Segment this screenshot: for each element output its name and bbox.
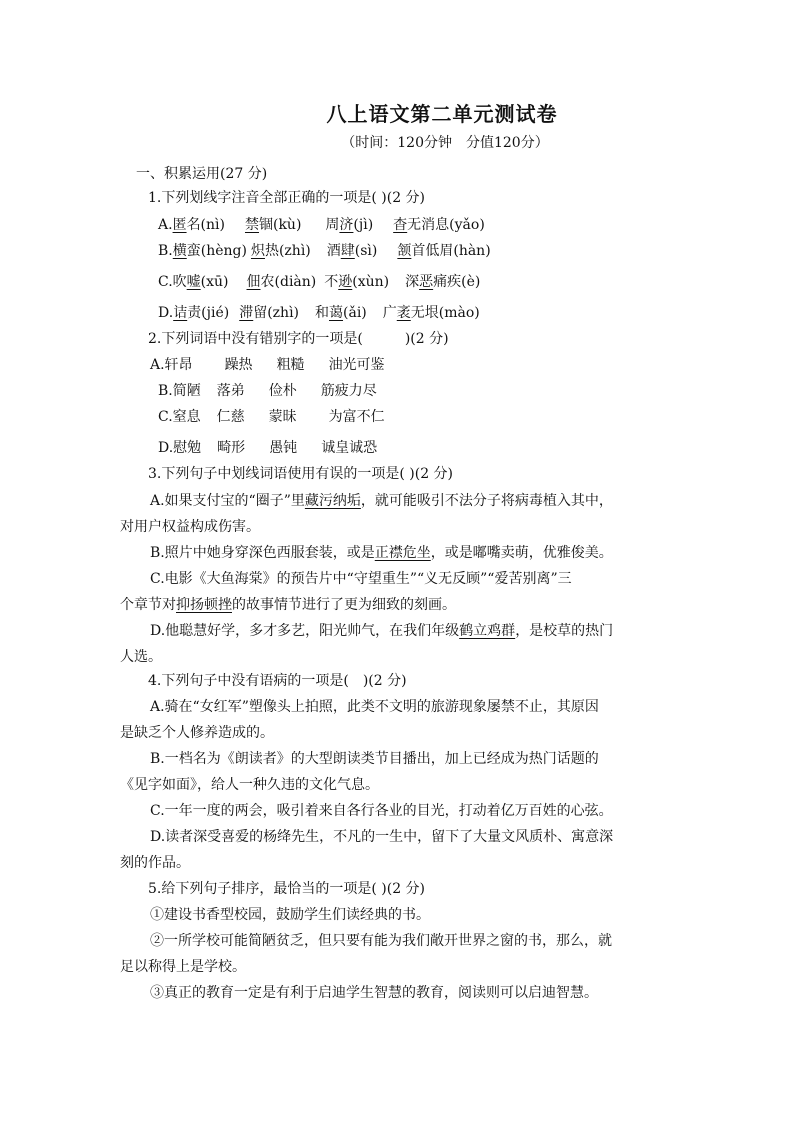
page-title: 八上语文第二单元测试卷 <box>326 102 558 126</box>
q5-sentence-3: ③真正的教育一定是有利于启迪学生智慧的教育，阅读则可以启迪智慧。 <box>150 985 598 1001</box>
q2-option-c: C.窒息 仁慈 蒙昧 为富不仁 <box>158 409 385 425</box>
section-heading: 一、积累运用(27 分) <box>136 166 268 182</box>
q2-option-d: D.慰勉 畸形 愚钝 诚皇诚恐 <box>158 440 378 456</box>
q1-option-b: B.横蛮(hèng) 炽热(zhì) 酒肆(sì) 颔首低眉(hàn) <box>158 243 491 259</box>
question-2-stem: 2.下列词语中没有错别字的一项是( )(2 分) <box>148 331 449 347</box>
question-1-stem: 1.下列划线字注音全部正确的一项是( )(2 分) <box>148 190 426 206</box>
q3-option-c-line2: 个章节对抑扬顿挫的故事情节进行了更为细致的刻画。 <box>120 597 456 613</box>
q3-option-a-line2: 对用户权益构成伤害。 <box>120 519 260 535</box>
question-5-stem: 5.给下列句子排序，最恰当的一项是( )(2 分) <box>148 881 426 897</box>
q4-option-b-line2: 《见字如面》，给人一种久违的文化气息。 <box>120 777 379 793</box>
question-4-stem: 4.下列句子中没有语病的一项是( )(2 分) <box>148 673 407 689</box>
q5-sentence-2-line1: ②一所学校可能简陋贫乏，但只要有能为我们敞开世界之窗的书，那么，就 <box>150 933 612 949</box>
q4-option-a-line2: 是缺乏个人修养造成的。 <box>120 725 274 741</box>
q4-option-b-line1: B.一档名为《朗读者》的大型朗读类节目播出，加上已经成为热门话题的 <box>150 751 599 767</box>
page-subtitle: （时间：120分钟 分值120分） <box>341 135 549 151</box>
q3-option-b: B.照片中她身穿深色西服套装，或是正襟危坐，或是嘟嘴卖萌，优雅俊美。 <box>150 545 613 561</box>
q3-option-d-line2: 人选。 <box>120 649 162 665</box>
question-3-stem: 3.下列句子中划线词语使用有误的一项是( )(2 分) <box>148 466 454 482</box>
q2-option-b: B.简陋 落弟 俭朴 筋疲力尽 <box>158 383 377 399</box>
q4-option-d-line1: D.读者深受喜爱的杨绛先生，不凡的一生中，留下了大量文风质朴、寓意深 <box>150 829 614 845</box>
q4-option-d-line2: 刻的作品。 <box>120 855 190 871</box>
q3-option-a-line1: A.如果支付宝的“圈子”里藏污纳垢，就可能吸引不法分子将病毒植入其中， <box>150 493 613 509</box>
q5-sentence-2-line2: 足以称得上是学校。 <box>120 959 246 975</box>
q2-option-a: A.轩昂 躁热 粗糙 油光可鉴 <box>150 357 385 373</box>
q3-option-d-line1: D.他聪慧好学，多才多艺，阳光帅气，在我们年级鹤立鸡群，是校草的热门 <box>150 623 614 639</box>
q1-option-c: C.吹嘘(xū) 佃农(diàn) 不逊(xùn) 深恶痛疾(è) <box>158 274 481 290</box>
q3-option-c-line1: C.电影《大鱼海棠》的预告片中“守望重生”“义无反顾”“爱苦别离”三 <box>150 571 572 587</box>
q1-option-a: A.匿名(nì) 禁锢(kù) 周济(jì) 杳无消息(yǎo) <box>158 217 485 233</box>
q4-option-a-line1: A.骑在“女红军”塑像头上拍照，此类不文明的旅游现象屡禁不止，其原因 <box>150 699 599 715</box>
q1-option-d: D.诘责(jié) 滞留(zhì) 和蔼(ǎi) 广袤无垠(mào) <box>158 305 480 321</box>
q5-sentence-1: ①建设书香型校园，鼓励学生们读经典的书。 <box>150 907 430 923</box>
q4-option-c: C.一年一度的两会，吸引着来自各行各业的目光，打动着亿万百姓的心弦。 <box>150 803 613 819</box>
